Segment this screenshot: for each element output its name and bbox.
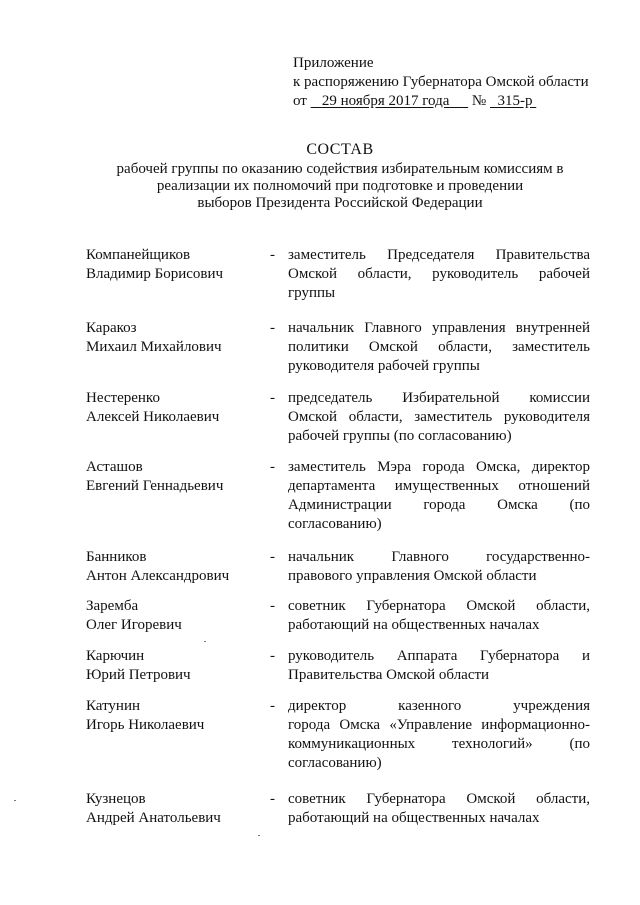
member-role-line: Омской области, заместитель руководителя bbox=[288, 409, 590, 425]
member-surname: Асташов bbox=[86, 459, 143, 475]
member-given-names: Игорь Николаевич bbox=[86, 717, 205, 733]
member-role-line: руководитель Аппарата Губернатора и bbox=[288, 648, 590, 664]
member-surname: Карючин bbox=[86, 648, 145, 664]
member-role-line: Администрации города Омска (по bbox=[288, 497, 590, 513]
member-given-names: Михаил Михайлович bbox=[86, 339, 222, 355]
member-name bbox=[86, 246, 266, 284]
title-line-1: рабочей группы по оказанию содействия избирательным комиссиям в bbox=[116, 161, 564, 177]
member-role-line: начальник Главного государственно- bbox=[288, 549, 590, 565]
title-line-2: реализации их полномочий при подготовке и проведении bbox=[156, 178, 524, 194]
scan-speck bbox=[14, 800, 16, 801]
member-surname: Катунин bbox=[86, 698, 141, 714]
member-name bbox=[86, 697, 266, 735]
member-surname: Компанейщиков bbox=[86, 247, 191, 263]
member-role-line: Омской области, руководитель рабочей bbox=[288, 266, 590, 282]
appendix-number-sign: № bbox=[471, 93, 487, 109]
member-role-line: группы bbox=[288, 285, 336, 301]
member-role-line: работающий на общественных началах bbox=[288, 810, 540, 826]
member-given-names: Евгений Геннадьевич bbox=[86, 478, 224, 494]
member-role-line: советник Губернатора Омской области, bbox=[288, 598, 590, 614]
appendix-date bbox=[311, 93, 469, 109]
member-role-line: заместитель Председателя Правительства bbox=[288, 247, 590, 263]
member-dash: - bbox=[270, 549, 275, 565]
member-dash: - bbox=[270, 320, 275, 336]
member-role-line: Правительства Омской области bbox=[288, 667, 490, 683]
member-role-line: согласованию) bbox=[288, 516, 382, 532]
member-dash: - bbox=[270, 247, 275, 263]
member-role-line: коммуникационных технологий» (по bbox=[288, 736, 590, 752]
member-role-line: работающий на общественных началах bbox=[288, 617, 540, 633]
appendix-number-value: 315-р bbox=[497, 93, 533, 109]
member-surname: Нестеренко bbox=[86, 390, 160, 406]
document-title bbox=[60, 141, 620, 212]
appendix-number bbox=[490, 93, 536, 109]
member-dash: - bbox=[270, 791, 275, 807]
member-role-line: директор казенного учреждения bbox=[288, 698, 590, 714]
member-given-names: Юрий Петрович bbox=[86, 667, 191, 683]
member-given-names: Владимир Борисович bbox=[86, 266, 224, 282]
member-surname: Кузнецов bbox=[86, 791, 146, 807]
member-surname: Каракоз bbox=[86, 320, 137, 336]
appendix-header bbox=[293, 54, 589, 111]
member-role bbox=[288, 647, 590, 685]
member-role bbox=[288, 697, 590, 773]
member-given-names: Андрей Анатольевич bbox=[86, 810, 221, 826]
member-name bbox=[86, 647, 266, 685]
member-dash: - bbox=[270, 698, 275, 714]
member-name bbox=[86, 389, 266, 427]
member-given-names: Олег Игоревич bbox=[86, 617, 182, 633]
member-role-line: города Омска «Управление информационно- bbox=[288, 717, 590, 733]
scan-speck bbox=[204, 641, 206, 642]
member-dash: - bbox=[270, 390, 275, 406]
member-name bbox=[86, 597, 266, 635]
member-role-line: правового управления Омской области bbox=[288, 568, 537, 584]
member-name bbox=[86, 319, 266, 357]
member-role bbox=[288, 246, 590, 303]
member-role bbox=[288, 790, 590, 828]
appendix-date-line bbox=[293, 92, 589, 111]
member-dash: - bbox=[270, 598, 275, 614]
member-role-line: председатель Избирательной комиссии bbox=[288, 390, 590, 406]
member-surname: Банников bbox=[86, 549, 147, 565]
member-dash: - bbox=[270, 459, 275, 475]
member-name bbox=[86, 790, 266, 828]
member-role bbox=[288, 548, 590, 586]
member-role-line: политики Омской области, заместитель bbox=[288, 339, 590, 355]
member-role-line: согласованию) bbox=[288, 755, 382, 771]
scan-speck bbox=[258, 835, 260, 836]
member-name bbox=[86, 548, 266, 586]
member-role bbox=[288, 389, 590, 446]
title-heading: СОСТАВ bbox=[306, 141, 374, 158]
title-line-3: выборов Президента Российской Федерации bbox=[197, 195, 483, 211]
appendix-from: от bbox=[293, 93, 307, 109]
member-name bbox=[86, 458, 266, 496]
member-role-line: департамента имущественных отношений bbox=[288, 478, 590, 494]
member-role-line: начальник Главного управления внутренней bbox=[288, 320, 590, 336]
member-dash: - bbox=[270, 648, 275, 664]
member-role-line: руководителя рабочей группы bbox=[288, 358, 480, 374]
appendix-reference: к распоряжению Губернатора Омской области bbox=[293, 74, 589, 90]
member-role-line: заместитель Мэра города Омска, директор bbox=[288, 459, 590, 475]
member-given-names: Алексей Николаевич bbox=[86, 409, 220, 425]
member-role-line: рабочей группы (по согласованию) bbox=[288, 428, 512, 444]
member-role bbox=[288, 319, 590, 376]
member-role bbox=[288, 458, 590, 534]
member-role bbox=[288, 597, 590, 635]
member-given-names: Антон Александрович bbox=[86, 568, 230, 584]
appendix-date-value: 29 ноября 2017 года bbox=[321, 93, 450, 109]
appendix-title: Приложение bbox=[293, 55, 374, 71]
member-role-line: советник Губернатора Омской области, bbox=[288, 791, 590, 807]
member-surname: Заремба bbox=[86, 598, 139, 614]
